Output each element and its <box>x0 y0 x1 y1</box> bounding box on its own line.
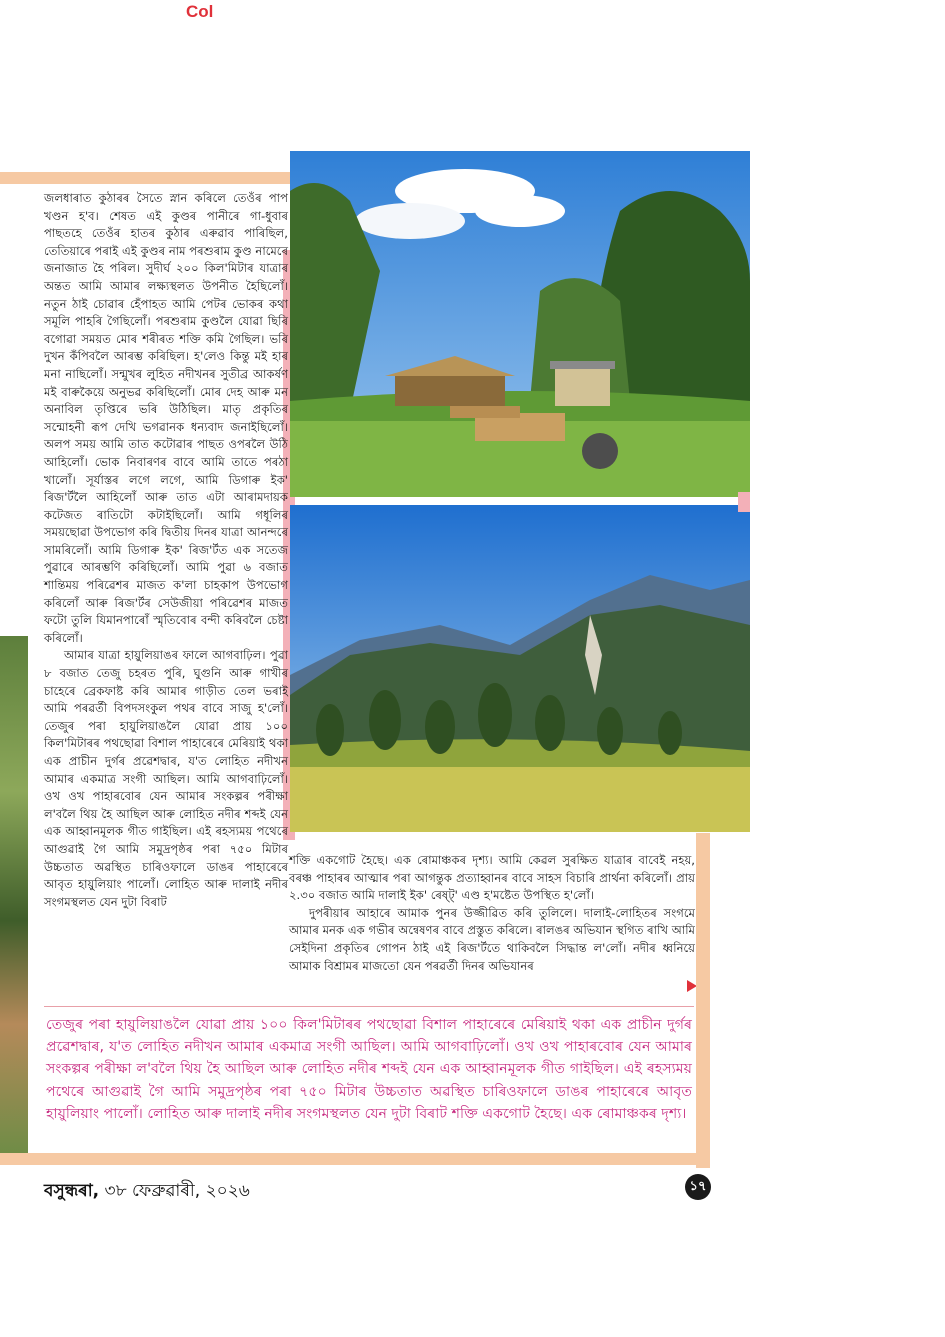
pink-accent-strip-small <box>738 492 750 512</box>
section-tag: Col <box>186 2 214 21</box>
frame-bottom-bar <box>0 1153 710 1165</box>
page-footer <box>44 1178 250 1206</box>
frame-right-bar <box>696 833 710 1168</box>
issue-date: ৩৮ ফেব্ৰুৱাৰী, ২০২৬ <box>104 1181 250 1201</box>
article-paragraph: দুপৰীয়াৰ আহাৰে আমাক পুনৰ উজ্জীৱিত কৰি তুলিলে। দালাই-লোহিতৰ সংগমে আমাৰ মনক এক গভীৰ অন্বেষণৰ বাবে প্ৰস্তুত কৰিলে। ৰালঙৰ অভিযান স্থগিত ৰাখি আমি সেইদিনা প্ৰকৃতিৰ গোপন ঠাই এই ৰিজ'ৰ্টতে থাকিবলৈ সিদ্ধান্ত ল'লোঁ। নদীৰ ধ্বনিয়ে আমাক বিশ্ৰামৰ মাজতো যেন পৰৱৰ্তী দিনৰ অভিযানৰ <box>289 905 695 973</box>
left-edge-photo <box>0 636 28 1154</box>
page-number: ১৭ <box>685 1174 711 1200</box>
article-paragraph: আমাৰ যাত্ৰা হায়ুলিয়াঙৰ ফালে আগবাঢ়িল। পুৱা ৮ বজাত তেজু চহৰত পুৰি, ঘুগুনি আৰু গাখীৰ চাহেৰে ব্ৰেকফাষ্ট কৰি আমাৰ গাড়ীত তেল ভৰাই আমি পৰৱৰ্তী বিপদসংকুল পথৰ বাবে সাজু হ'লোঁ। তেজুৰ পৰা হায়ুলিয়াঙলৈ যোৱা প্ৰায় ১০০ কিল'মিটাৰৰ পথছোৱা বিশাল পাহাৰেৰে মেৰিয়াই থকা এক প্ৰাচীন দুৰ্গৰ প্ৰৱেশদ্বাৰ, য'ত লোহিত নদীখন আমাৰ একমাত্ৰ সংগী আছিল। আমি আগবাঢ়িলোঁ। ওখ ওখ পাহাৰবোৰ যেন আমাৰ সংকল্পৰ পৰীক্ষা ল'বলৈ থিয় হৈ আছিল আৰু লোহিত নদীৰ শব্দই যেন এক আহ্বানমূলক গীত গাইছিল। এই ৰহস্যময় পথেৰে আগুৱাই গৈ আমি সমুদ্ৰপৃষ্ঠৰ পৰা ৭৫০ মিটাৰ উচ্চতাত অৱস্থিত চাৰিওফালে ডাঙৰ পাহাৰেৰে আবৃত হায়ুলিয়াং পালোঁ। লোহিত আৰু দালাই নদীৰ সংগমস্থলত যেন দুটা বিৰাট <box>44 648 288 909</box>
pull-quote-divider <box>44 1006 694 1007</box>
wide-article-column <box>289 852 695 975</box>
article-paragraph: শক্তি একগোট হৈছে। এক ৰোমাঞ্চকৰ দৃশ্য। আমি কেৱল সুৰক্ষিত যাত্ৰাৰ বাবেই নহয়, বৰঞ্চ পাহাৰৰ আত্মাৰ পৰা আগন্তুক প্ৰত্যাহ্বানৰ বাবে সাহস বিচাৰি প্ৰাৰ্থনা কৰিলোঁ। প্ৰায় ২.৩০ বজাত আমি দালাই ইক' ৰেষ্ট্' এণ্ড হ'মষ্টেত উপস্থিত হ'লোঁ। <box>289 853 695 903</box>
article-paragraph: জলধাৰাত কুঠাৰৰ সৈতে স্নান কৰিলে তেওঁৰ পাপ খণ্ডন হ'ব। শেষত এই কুণ্ডৰ পানীৰে গা-ধুবাৰ পাছতহে তেওঁৰ হাতৰ কুঠাৰ এৰুৱাব পাৰিছিল, তেতিয়াৰে পৰাই এই কুণ্ডৰ নাম পৰশুৰাম কুণ্ড নামেৰে জনাজাত হৈ পৰিল। সুদীৰ্ঘ ২০০ কিল'মিটাৰ যাত্ৰাৰ অন্তত আমি আমাৰ লক্ষ্যস্থলত উপনীত হৈছিলোঁ। নতুন ঠাই চোৱাৰ হেঁপাহত আমি পেটৰ ভোকৰ কথা সমূলি পাহৰি গৈছিলোঁ। পৰশুৰাম কুণ্ডলৈ যোৱা ছিৰি বগোৱা সময়ত মোৰ শৰীৰত শক্তি কমি গৈছিল। ভৰি দুখন কঁপিবলৈ আৰম্ভ কৰিছিল। হ'লেও কিন্তু মই হাৰ মনা নাছিলোঁ। সন্মুখৰ লুহিত নদীখনৰ সুতীব্ৰ আকৰ্ষণ মই বাৰুকৈয়ে অনুভৱ কৰিছিলোঁ। মোৰ দেহ আৰু মন অনাবিল তৃপ্তিৰে ভৰি উঠিছিল। মাতৃ প্ৰকৃতিৰ সন্মোহনী ৰূপ দেখি ভগৱানক ধন্যবাদ জনাইছিলোঁ। অলপ সময় আমি তাত কটোৱাৰ পাছত ওপৰলৈ উঠি আহিলোঁ। ভোক নিবাৰণৰ বাবে আমি তাতে পৰঠা খালোঁ। সূৰ্যাস্তৰ লগে লগে, আমি ডিগাৰু ইক' ৰিজ'ৰ্টলৈ আহিলোঁ আৰু তাত এটা আৰামদায়ক কটেজত ৰাতিটো কটাইছিলোঁ। আমি গধূলিৰ সময়ছোৱা উপভোগ কৰি দ্বিতীয় দিনৰ যাত্ৰা আনন্দৰে সামৰিলোঁ। আমি ডিগাৰু ইক' ৰিজ'ৰ্টত এক সতেজ পুৱাৰে আৰম্ভণি কৰিছিলোঁ। আমি পুৱা ৬ বজাত শান্তিময় পৰিৱেশৰ মাজত ক'লা চাহকাপ উপভোগ কৰিলোঁ আৰু ৰিজ'ৰ্টৰ সেউজীয়া পৰিৱেশৰ মাজত ফটো তুলি যিমানপাৰোঁ স্মৃতিবোৰ বন্দী কৰিবলৈ চেষ্টা কৰিলোঁ। <box>44 191 288 645</box>
frame-top-bar <box>0 172 292 184</box>
left-article-column <box>44 190 288 911</box>
mountain-photo <box>290 505 750 832</box>
magazine-name: বসুন্ধৰা, <box>44 1181 100 1201</box>
campsite-photo <box>290 151 750 497</box>
pull-quote: তেজুৰ পৰা হায়ুলিয়াঙলৈ যোৱা প্ৰায় ১০০ কিল'মিটাৰৰ পথছোৱা বিশাল পাহাৰেৰে মেৰিয়াই থকা এক প্ৰাচীন দুৰ্গৰ প্ৰৱেশদ্বাৰ, য'ত লোহিত নদীখন আমাৰ একমাত্ৰ সংগী আছিল। আমি আগবাঢ়িলোঁ। ওখ ওখ পাহাৰবোৰ যেন আমাৰ সংকল্পৰ পৰীক্ষা ল'বলৈ থিয় হৈ আছিল আৰু লোহিত নদীৰ শব্দই যেন এক আহ্বানমূলক গীত গাইছিল। এই ৰহস্যময় পথেৰে আগুৱাই গৈ আমি সমুদ্ৰপৃষ্ঠৰ পৰা ৭৫০ মিটাৰ উচ্চতাত অৱস্থিত চাৰিওফালে ডাঙৰ পাহাৰেৰে আবৃত হায়ুলিয়াং পালোঁ। লোহিত আৰু দালাই নদীৰ সংগমস্থলত যেন দুটা বিৰাট শক্তি একগোট হৈছে। এক ৰোমাঞ্চকৰ দৃশ্য। <box>46 1017 692 1122</box>
